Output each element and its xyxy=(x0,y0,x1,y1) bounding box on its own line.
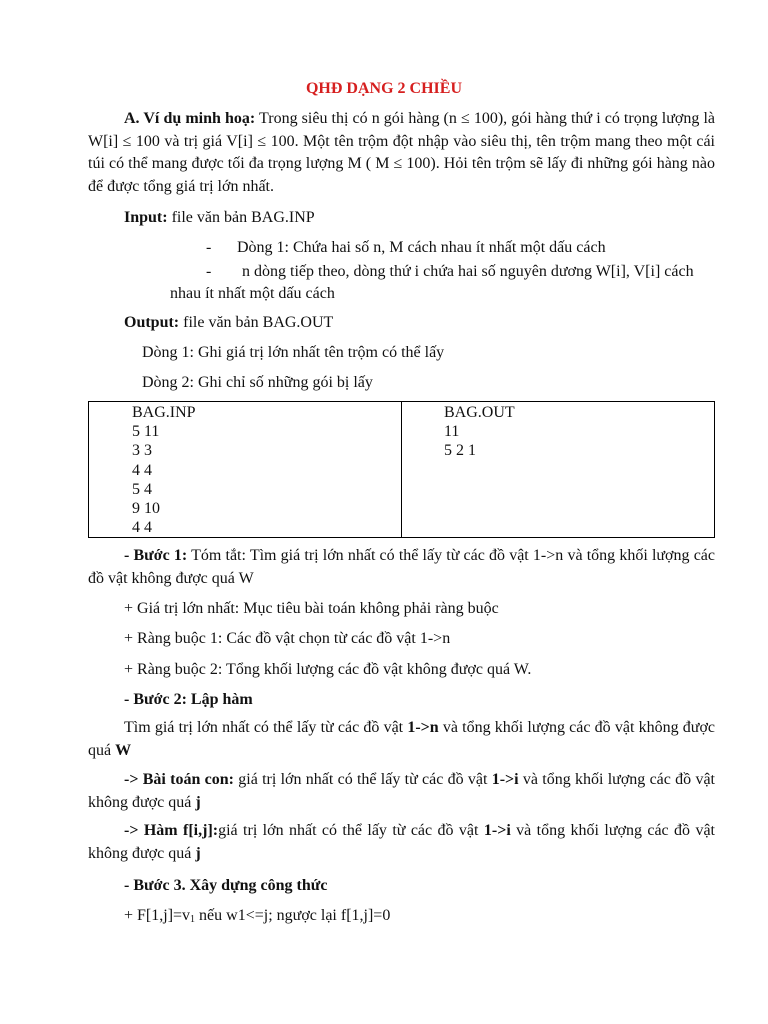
step2-p2-text-c: và tổng khối lượng các đồ vật không được quá xyxy=(88,771,715,811)
table-input-column xyxy=(132,403,196,537)
table-output-column xyxy=(444,403,515,461)
section-a-label: A. Ví dụ minh hoạ: xyxy=(124,110,256,127)
input-item-2-continuation: nhau ít nhất một dấu cách xyxy=(170,285,335,302)
step2-paragraph-2 xyxy=(88,769,715,814)
step2-p3-text-c: và tổng khối lượng các đồ vật không được quá xyxy=(88,822,715,862)
output-line-1: Dòng 1: Ghi giá trị lớn nhất tên trộm có thể lấy xyxy=(142,344,445,361)
step2-p2-bold-b: 1->i xyxy=(491,771,519,788)
step2-p1-text-a: Tìm giá trị lớn nhất có thể lấy từ các đồ vật xyxy=(124,719,408,736)
input-text: file văn bản BAG.INP xyxy=(167,209,315,226)
table-output-row: 11 xyxy=(444,423,460,441)
step2-p1-bold-d: W xyxy=(115,741,132,759)
step2-p3-text-a: giá trị lớn nhất có thể lấy từ các đồ vật xyxy=(218,822,484,839)
table-input-row: 5 4 xyxy=(132,480,152,498)
output-line-2: Dòng 2: Ghi chỉ số những gói bị lấy xyxy=(142,374,373,391)
step2-p3-label: -> Hàm f[i,j]: xyxy=(124,822,219,839)
output-heading xyxy=(124,312,333,333)
step1-bullet-2: + Ràng buộc 1: Các đồ vật chọn từ các đồ vật 1->n xyxy=(124,630,451,647)
step2-heading xyxy=(124,689,253,710)
table-input-row: 3 3 xyxy=(132,442,152,460)
input-item-1-text: Dòng 1: Chứa hai số n, M cách nhau ít nhất một dấu cách xyxy=(237,239,606,256)
input-item-2-text: n dòng tiếp theo, dòng thứ i chứa hai số nguyên dương W[i], V[i] cách xyxy=(242,263,694,280)
step3-formula xyxy=(124,905,390,930)
step3-formula-b: nếu w1<=j; ngược lại f[1,j]=0 xyxy=(195,907,391,924)
step1-text: Tóm tắt: Tìm giá trị lớn nhất có thể lấy từ các đồ vật 1->n và tổng khối lượng các đồ vật không được quá W xyxy=(88,547,715,587)
input-item-1-dash: - xyxy=(206,239,212,256)
table-input-row: 4 4 xyxy=(132,461,152,479)
section-a-paragraph xyxy=(88,108,715,198)
step1-paragraph xyxy=(88,545,715,590)
step1-label: - Bước 1: xyxy=(124,547,188,564)
step3-formula-a: + F[1,j]=v xyxy=(124,907,191,924)
step2-paragraph-1 xyxy=(88,717,715,762)
step2-p2-text-a: giá trị lớn nhất có thể lấy từ các đồ vật xyxy=(233,771,492,788)
table-output-header: BAG.OUT xyxy=(444,404,515,421)
step1-bullet-1: + Giá trị lớn nhất: Mục tiêu bài toán không phải ràng buộc xyxy=(124,600,499,617)
document-title: QHĐ DẠNG 2 CHIỀU xyxy=(305,80,462,97)
table-input-row: 9 10 xyxy=(132,500,160,518)
step1-bullet-3: + Ràng buộc 2: Tổng khối lượng các đồ vật không được quá W. xyxy=(124,661,532,678)
output-label: Output: xyxy=(124,314,180,331)
table-input-row: 5 11 xyxy=(132,423,160,441)
step2-p1-bold-b: 1->n xyxy=(407,719,439,736)
step2-label: - Bước 2: Lập hàm xyxy=(124,691,253,708)
step2-p1-text-c: và tổng khối lượng các đồ vật không được quá xyxy=(88,719,716,759)
step2-p2-bold-d: j xyxy=(195,793,201,811)
table-input-row: 4 4 xyxy=(132,519,152,537)
step3-heading xyxy=(124,875,327,896)
example-table xyxy=(88,401,715,538)
section-a-text: Trong siêu thị có n gói hàng (n ≤ 100), gói hàng thứ i có trọng lượng là W[i] ≤ 100 và trị giá V[i] ≤ 100. Một tên trộm đột nhập vào siêu thị, tên trộm mang theo một cái túi có thể mang được tối đa trọng lượng M ( M ≤ 100). Hỏi tên trộm sẽ lấy đi những gói hàng nào để được tổng giá trị lớn nhất. xyxy=(88,110,716,195)
step2-p2-label: -> Bài toán con: xyxy=(124,771,234,788)
input-label: Input: xyxy=(124,209,168,226)
input-heading xyxy=(124,207,315,228)
step2-p3-bold-d: j xyxy=(195,844,201,862)
step3-formula-sub: 1 xyxy=(190,914,196,925)
output-text: file văn bản BAG.OUT xyxy=(179,314,334,331)
step2-p3-bold-b: 1->i xyxy=(483,822,511,839)
table-output-row: 5 2 1 xyxy=(444,442,476,460)
table-divider xyxy=(401,402,402,537)
table-input-header: BAG.INP xyxy=(132,404,196,421)
step2-paragraph-3 xyxy=(88,820,715,865)
step3-label: - Bước 3. Xây dựng công thức xyxy=(124,877,328,894)
input-item-2-dash: - xyxy=(206,263,212,280)
